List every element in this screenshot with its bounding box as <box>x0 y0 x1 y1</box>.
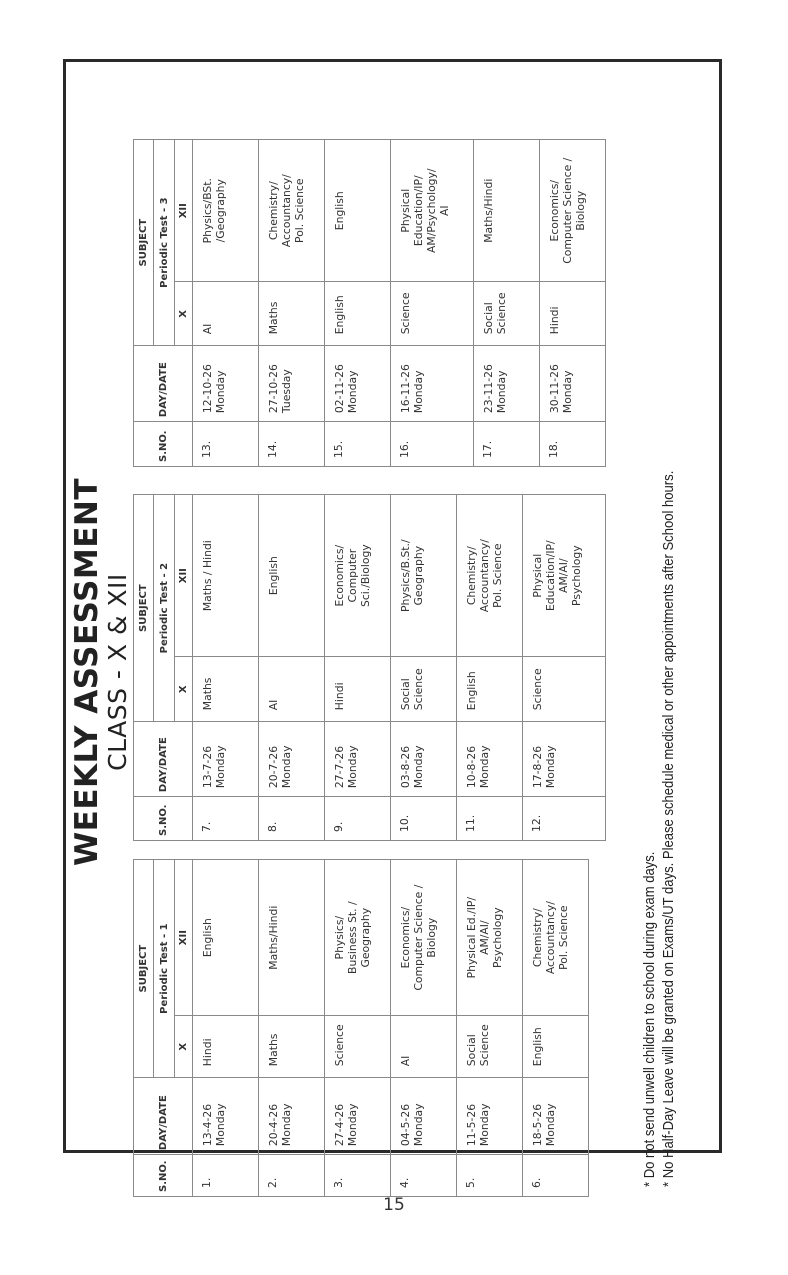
subject-line: Science <box>478 1024 491 1067</box>
cell-subject-xii <box>391 495 457 657</box>
subject-line: English <box>531 1027 544 1067</box>
subject-line: Chemistry/ <box>531 908 544 968</box>
subject-line: Accountancy/ <box>478 539 491 613</box>
subject-line: Science <box>399 292 412 335</box>
header-day-date: DAY/DATE <box>134 346 193 422</box>
header-sno: S.NO. <box>134 1155 193 1197</box>
cell-date: 30-11-26 <box>548 364 561 414</box>
subject-line: Accountancy/ <box>544 901 557 975</box>
subject-line: Geography <box>359 907 372 968</box>
cell-day: Monday <box>346 1103 359 1147</box>
table-row <box>325 140 391 467</box>
cell-date: 03-8-26 <box>399 745 412 789</box>
header-day-date: DAY/DATE <box>134 722 193 797</box>
cell-day: Monday <box>412 370 425 414</box>
cell-sno: 1. <box>193 1155 259 1197</box>
cell-day-date <box>391 1078 457 1155</box>
cell-sno: 15. <box>325 422 391 467</box>
page-frame <box>63 59 722 1192</box>
cell-sno: 11. <box>457 797 523 841</box>
cell-day: Monday <box>495 370 508 414</box>
subject-line: Biology <box>574 190 587 231</box>
header-class-x: X <box>175 282 193 346</box>
table-row <box>391 495 457 841</box>
cell-subject-xii <box>259 140 325 282</box>
note-half-day-leave: * No Half-Day Leave will be granted on Exams/UT days. Please schedule medical or other appointments after School hours. <box>660 470 677 1187</box>
cell-day-date <box>457 722 523 797</box>
subject-line: Physics/ <box>333 915 346 960</box>
subject-line: AI <box>438 205 451 216</box>
cell-subject-x <box>474 282 540 346</box>
cell-subject-xii <box>523 860 589 1016</box>
subject-line: Sci./Biology <box>359 544 372 608</box>
cell-date: 27-4-26 <box>333 1103 346 1147</box>
subject-line: Hindi <box>201 1038 214 1067</box>
header-periodic-test: Periodic Test - 1 <box>154 860 175 1078</box>
subject-line: Chemistry/ <box>267 181 280 241</box>
cell-subject-x <box>259 657 325 722</box>
subject-line: /Geography <box>214 179 227 243</box>
cell-day-date <box>391 346 474 422</box>
subject-line: English <box>333 191 346 231</box>
page-title: WEEKLY ASSESSMENT <box>69 477 105 867</box>
subject-line: Pol. Science <box>293 178 306 243</box>
cell-day-date <box>391 722 457 797</box>
cell-day: Monday <box>214 1103 227 1147</box>
subject-line: AM/AI/ <box>478 920 491 955</box>
subject-line: AM/AI/ <box>557 558 570 593</box>
cell-sno: 13. <box>193 422 259 467</box>
cell-day: Monday <box>214 370 227 414</box>
subject-line: Social <box>465 1034 478 1067</box>
cell-day: Monday <box>346 745 359 789</box>
cell-date: 27-7-26 <box>333 745 346 789</box>
cell-day-date <box>540 346 606 422</box>
cell-day: Monday <box>214 745 227 789</box>
header-class-x: X <box>175 1016 193 1078</box>
cell-day-date <box>325 1078 391 1155</box>
cell-subject-xii <box>457 495 523 657</box>
subject-line: English <box>333 295 346 335</box>
rotated-content <box>58 127 718 1217</box>
cell-day: Monday <box>280 745 293 789</box>
subject-line: Computer Science / <box>412 884 425 991</box>
cell-date: 02-11-26 <box>333 364 346 414</box>
cell-day-date <box>523 722 606 797</box>
cell-day-date <box>193 722 259 797</box>
subject-line: Computer <box>346 548 359 603</box>
cell-sno: 5. <box>457 1155 523 1197</box>
subject-line: Psychology <box>570 545 583 606</box>
cell-date: 11-5-26 <box>465 1103 478 1147</box>
cell-sno: 17. <box>474 422 540 467</box>
cell-day-date <box>325 722 391 797</box>
cell-date: 13-4-26 <box>201 1103 214 1147</box>
cell-sno: 16. <box>391 422 474 467</box>
cell-subject-x <box>193 1016 259 1078</box>
cell-subject-xii <box>325 860 391 1016</box>
subject-line: AM/Psychology/ <box>425 168 438 253</box>
cell-subject-x <box>457 657 523 722</box>
cell-day: Monday <box>544 745 557 789</box>
cell-subject-xii <box>193 860 259 1016</box>
cell-subject-xii <box>193 140 259 282</box>
header-periodic-test: Periodic Test - 3 <box>154 140 175 346</box>
subject-line: Maths <box>267 1033 280 1067</box>
subject-line: AI <box>399 1055 412 1067</box>
cell-sno: 7. <box>193 797 259 841</box>
cell-subject-x <box>523 1016 589 1078</box>
page-subtitle: CLASS - X & XII <box>103 573 132 771</box>
cell-subject-x <box>325 657 391 722</box>
table-row <box>391 140 474 467</box>
cell-date: 20-4-26 <box>267 1103 280 1147</box>
cell-subject-x <box>325 1016 391 1078</box>
subject-line: Hindi <box>548 306 561 335</box>
header-periodic-test: Periodic Test - 2 <box>154 495 175 722</box>
cell-subject-x <box>391 657 457 722</box>
subject-line: Pol. Science <box>557 905 570 970</box>
subject-line: AI <box>201 323 214 335</box>
cell-day-date <box>193 1078 259 1155</box>
cell-date: 12-10-26 <box>201 364 214 414</box>
header-day-date: DAY/DATE <box>134 1078 193 1155</box>
cell-subject-xii <box>193 495 259 657</box>
cell-day: Monday <box>346 370 359 414</box>
cell-day-date <box>259 722 325 797</box>
table-row <box>523 495 606 841</box>
subject-line: Psychology <box>491 907 504 968</box>
cell-day: Monday <box>478 1103 491 1147</box>
cell-sno: 12. <box>523 797 606 841</box>
subject-line: Geography <box>412 545 425 606</box>
schedule-table-periodic-test-2 <box>133 494 606 841</box>
cell-subject-xii <box>259 495 325 657</box>
table-row <box>193 140 259 467</box>
subject-line: Biology <box>425 917 438 958</box>
schedule-table-periodic-test-3 <box>133 139 606 467</box>
header-class-xii: XII <box>175 495 193 657</box>
header-class-xii: XII <box>175 860 193 1016</box>
subject-line: Physical Ed./IP/ <box>465 896 478 979</box>
cell-day: Monday <box>412 1103 425 1147</box>
schedule-table-periodic-test-1 <box>133 859 589 1197</box>
subject-line: Business St. / <box>346 901 359 974</box>
subject-line: Maths <box>201 677 214 711</box>
subject-line: Hindi <box>333 682 346 711</box>
cell-day: Monday <box>544 1103 557 1147</box>
cell-day: Monday <box>478 745 491 789</box>
subject-line: Science <box>412 668 425 711</box>
cell-subject-xii <box>391 860 457 1016</box>
cell-day-date <box>474 346 540 422</box>
table-row <box>325 495 391 841</box>
cell-subject-x <box>193 657 259 722</box>
header-class-xii: XII <box>175 140 193 282</box>
cell-day: Monday <box>561 370 574 414</box>
subject-line: Education/IP/ <box>544 540 557 612</box>
cell-subject-xii <box>325 495 391 657</box>
subject-line: AI <box>267 699 280 711</box>
cell-subject-x <box>457 1016 523 1078</box>
table-row <box>193 860 259 1197</box>
subject-line: Physical <box>399 188 412 233</box>
table-row <box>259 140 325 467</box>
subject-line: Pol. Science <box>491 543 504 608</box>
cell-subject-x <box>540 282 606 346</box>
subject-line: English <box>201 918 214 958</box>
cell-date: 04-5-26 <box>399 1103 412 1147</box>
cell-day-date <box>193 346 259 422</box>
subject-line: Computer Science / <box>561 157 574 264</box>
table-row <box>391 860 457 1197</box>
cell-subject-x <box>193 282 259 346</box>
header-sno: S.NO. <box>134 797 193 841</box>
subject-line: English <box>267 556 280 596</box>
cell-sno: 9. <box>325 797 391 841</box>
table-row <box>457 495 523 841</box>
header-sno: S.NO. <box>134 422 193 467</box>
cell-date: 27-10-26 <box>267 364 280 414</box>
notes <box>640 471 678 1187</box>
cell-subject-xii <box>474 140 540 282</box>
table-row <box>325 860 391 1197</box>
note-unwell-children: * Do not send unwell children to school during exam days. <box>641 851 658 1187</box>
cell-date: 18-5-26 <box>531 1103 544 1147</box>
subject-line: English <box>465 671 478 711</box>
subject-line: Physics/B.St./ <box>399 539 412 612</box>
table-row <box>193 495 259 841</box>
cell-date: 17-8-26 <box>531 745 544 789</box>
cell-subject-xii <box>457 860 523 1016</box>
cell-subject-x <box>259 1016 325 1078</box>
cell-date: 20-7-26 <box>267 745 280 789</box>
subject-line: Science <box>531 668 544 711</box>
subject-line: Maths/Hindi <box>267 905 280 970</box>
subject-line: Maths / Hindi <box>201 540 214 612</box>
subject-line: Physical <box>531 553 544 598</box>
subject-line: Education/IP/ <box>412 175 425 247</box>
cell-subject-x <box>523 657 606 722</box>
cell-subject-xii <box>259 860 325 1016</box>
table-row <box>540 140 606 467</box>
subject-line: Maths <box>267 301 280 335</box>
cell-sno: 10. <box>391 797 457 841</box>
table-row <box>523 860 589 1197</box>
subject-line: Science <box>333 1024 346 1067</box>
cell-sno: 14. <box>259 422 325 467</box>
cell-day: Tuesday <box>280 369 293 414</box>
subject-line: Economics/ <box>548 179 561 242</box>
cell-day: Monday <box>412 745 425 789</box>
cell-day-date <box>523 1078 589 1155</box>
cell-day-date <box>457 1078 523 1155</box>
cell-sno: 3. <box>325 1155 391 1197</box>
cell-day: Monday <box>280 1103 293 1147</box>
cell-subject-xii <box>540 140 606 282</box>
subject-line: Social <box>482 302 495 335</box>
cell-sno: 4. <box>391 1155 457 1197</box>
table-row <box>474 140 540 467</box>
subject-line: Social <box>399 678 412 711</box>
subject-line: Economics/ <box>399 906 412 969</box>
table-row <box>259 495 325 841</box>
subject-line: Maths/Hindi <box>482 178 495 243</box>
cell-date: 16-11-26 <box>399 364 412 414</box>
subject-line: Chemistry/ <box>465 546 478 606</box>
cell-subject-xii <box>523 495 606 657</box>
cell-subject-xii <box>325 140 391 282</box>
cell-subject-xii <box>391 140 474 282</box>
cell-subject-x <box>391 1016 457 1078</box>
cell-subject-x <box>391 282 474 346</box>
header-subject: SUBJECT <box>134 860 154 1078</box>
subject-line: Physics/BSt. <box>201 178 214 244</box>
cell-date: 10-8-26 <box>465 745 478 789</box>
cell-subject-x <box>259 282 325 346</box>
title-block <box>70 127 132 1217</box>
subject-line: Science <box>495 292 508 335</box>
cell-day-date <box>259 346 325 422</box>
cell-day-date <box>325 346 391 422</box>
page-number: 15 <box>383 1195 405 1215</box>
cell-sno: 6. <box>523 1155 589 1197</box>
cell-date: 23-11-26 <box>482 364 495 414</box>
cell-date: 13-7-26 <box>201 745 214 789</box>
cell-sno: 18. <box>540 422 606 467</box>
header-subject: SUBJECT <box>134 140 154 346</box>
table-row <box>259 860 325 1197</box>
cell-sno: 8. <box>259 797 325 841</box>
subject-line: Economics/ <box>333 544 346 607</box>
table-row <box>457 860 523 1197</box>
header-subject: SUBJECT <box>134 495 154 722</box>
cell-day-date <box>259 1078 325 1155</box>
cell-sno: 2. <box>259 1155 325 1197</box>
cell-subject-x <box>325 282 391 346</box>
header-class-x: X <box>175 657 193 722</box>
subject-line: Accountancy/ <box>280 174 293 248</box>
